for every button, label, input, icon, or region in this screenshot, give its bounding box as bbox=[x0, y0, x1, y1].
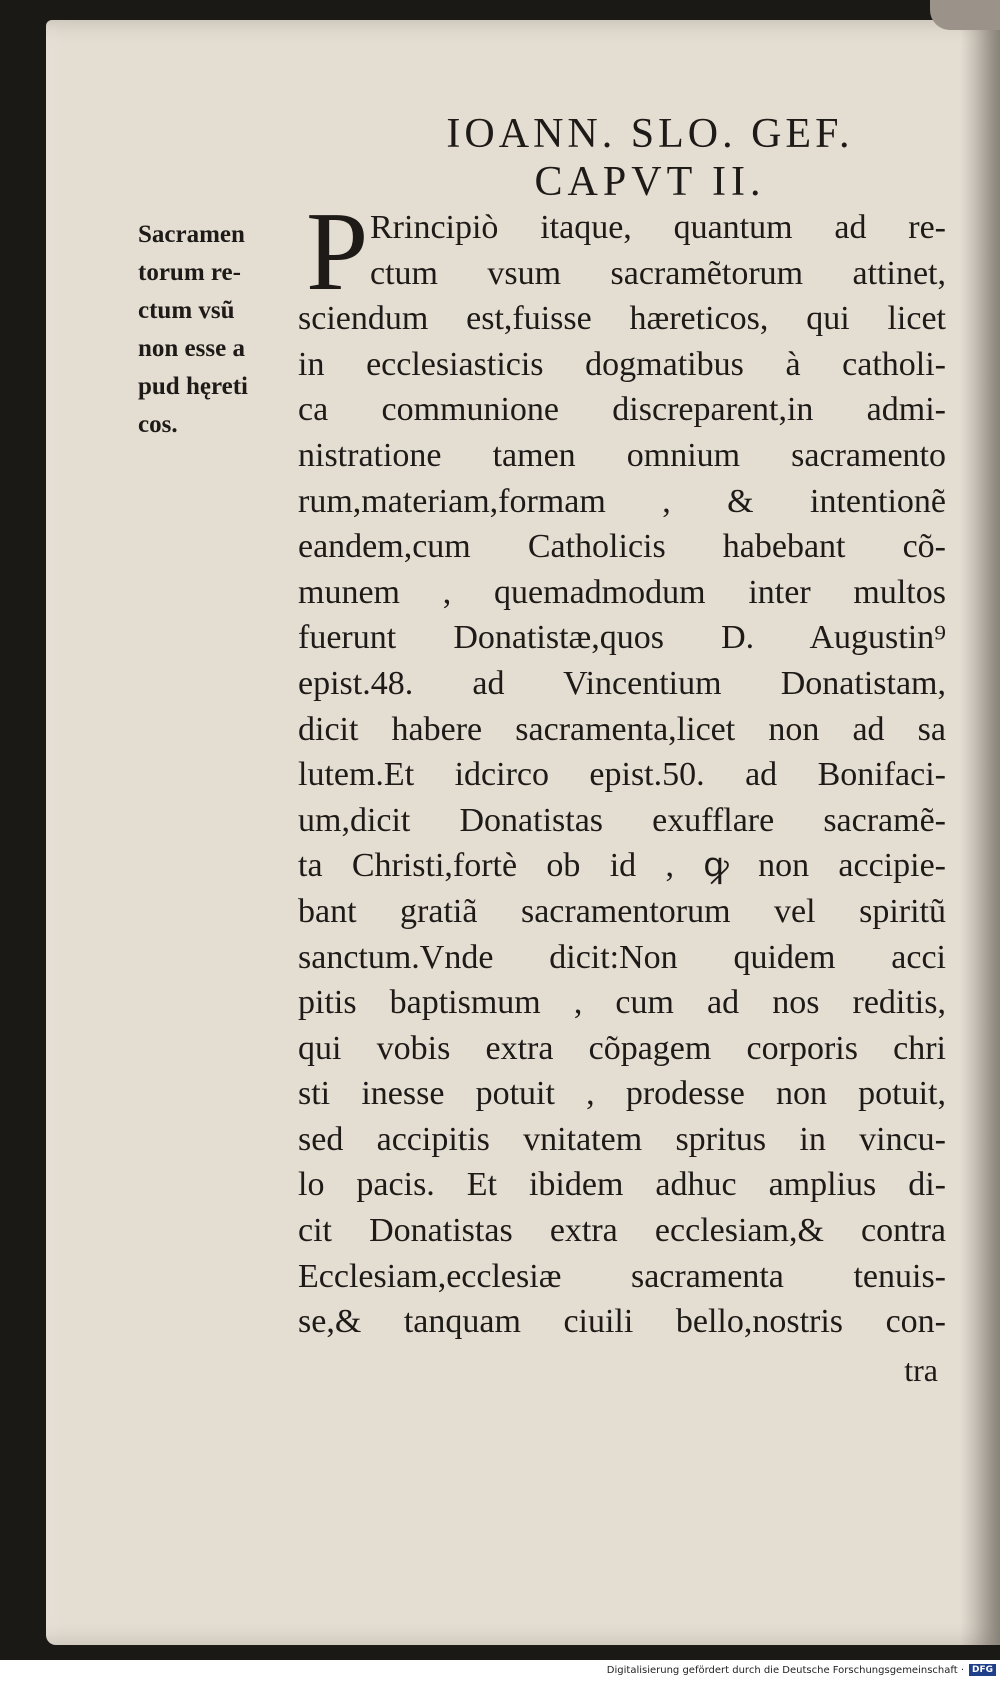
text-line: Ecclesiam,ecclesiæ sacramenta tenuis- bbox=[298, 1257, 946, 1295]
marginal-note-line: non esse a bbox=[138, 335, 245, 362]
text-line: sanctum.Vnde dicit:Non quidem acci bbox=[298, 938, 946, 976]
running-head: IOANN. SLO. GEF. bbox=[446, 111, 854, 157]
marginal-note-line: ctum vsũ bbox=[138, 297, 235, 324]
text-line: sti inesse potuit , prodesse non potuit, bbox=[298, 1075, 946, 1113]
body-text bbox=[298, 205, 946, 1345]
text-line: munem , quemadmodum inter multos bbox=[298, 573, 946, 611]
text-line: sed accipitis vnitatem spritus in vincu- bbox=[298, 1120, 946, 1158]
chapter-heading: CAPVT II. bbox=[534, 159, 766, 205]
text-line: fuerunt Donatistæ,quos D. Augustin⁹ bbox=[298, 619, 946, 657]
text-line: in ecclesiasticis dogmatibus à catholi- bbox=[298, 345, 946, 383]
text-line: se,& tanquam ciuili bello,nostris con- bbox=[298, 1303, 946, 1341]
marginal-note-line: Sacramen bbox=[138, 221, 245, 248]
text-line: dicit habere sacramenta,licet non ad sa bbox=[298, 710, 946, 748]
page-edge-shadow bbox=[960, 20, 1000, 1645]
text-line: lutem.Et idcirco epist.50. ad Bonifaci- bbox=[298, 756, 946, 794]
marginal-note bbox=[138, 216, 288, 444]
text-line: nistratione tamen omnium sacramento bbox=[298, 436, 946, 474]
text-line: cit Donatistas extra ecclesiam,& contra bbox=[298, 1212, 946, 1250]
footer-credit: Digitalisierung gefördert durch die Deutsche Forschungsgemeinschaft · bbox=[606, 1665, 964, 1676]
marginal-note-line: cos. bbox=[138, 411, 178, 438]
catchword: tra bbox=[904, 1352, 938, 1388]
text-line: ctum vsum sacramẽtorum attinet, bbox=[370, 254, 946, 292]
adjacent-page-corner bbox=[930, 0, 1000, 30]
dfg-logo: DFG bbox=[969, 1664, 996, 1676]
text-line: um,dicit Donatistas exufflare sacramẽ- bbox=[298, 801, 946, 839]
text-line: bant gratiã sacramentorum vel spiritũ bbox=[298, 892, 946, 930]
text-line: ta Christi,fortè ob id , ꝙ non accipie- bbox=[298, 847, 946, 885]
marginal-note-line: pud hęreti bbox=[138, 373, 248, 400]
text-line: rum,materiam,formam , & intentionẽ bbox=[298, 482, 946, 520]
text-line: eandem,cum Catholicis habebant cõ- bbox=[298, 528, 946, 566]
text-line: Rrincipiò itaque, quantum ad re- bbox=[370, 209, 946, 246]
text-line: pitis baptismum , cum ad nos reditis, bbox=[298, 984, 946, 1022]
drop-initial: P bbox=[306, 190, 369, 314]
text-line: qui vobis extra cõpagem corporis chri bbox=[298, 1029, 946, 1067]
text-line: sciendum est,fuisse hæreticos, qui licet bbox=[298, 300, 946, 338]
marginal-note-line: torum re- bbox=[138, 259, 241, 286]
text-line: ca communione discreparent,in admi- bbox=[298, 391, 946, 429]
text-line: lo pacis. Et ibidem adhuc amplius di- bbox=[298, 1166, 946, 1204]
text-line: epist.48. ad Vincentium Donatistam, bbox=[298, 664, 946, 702]
